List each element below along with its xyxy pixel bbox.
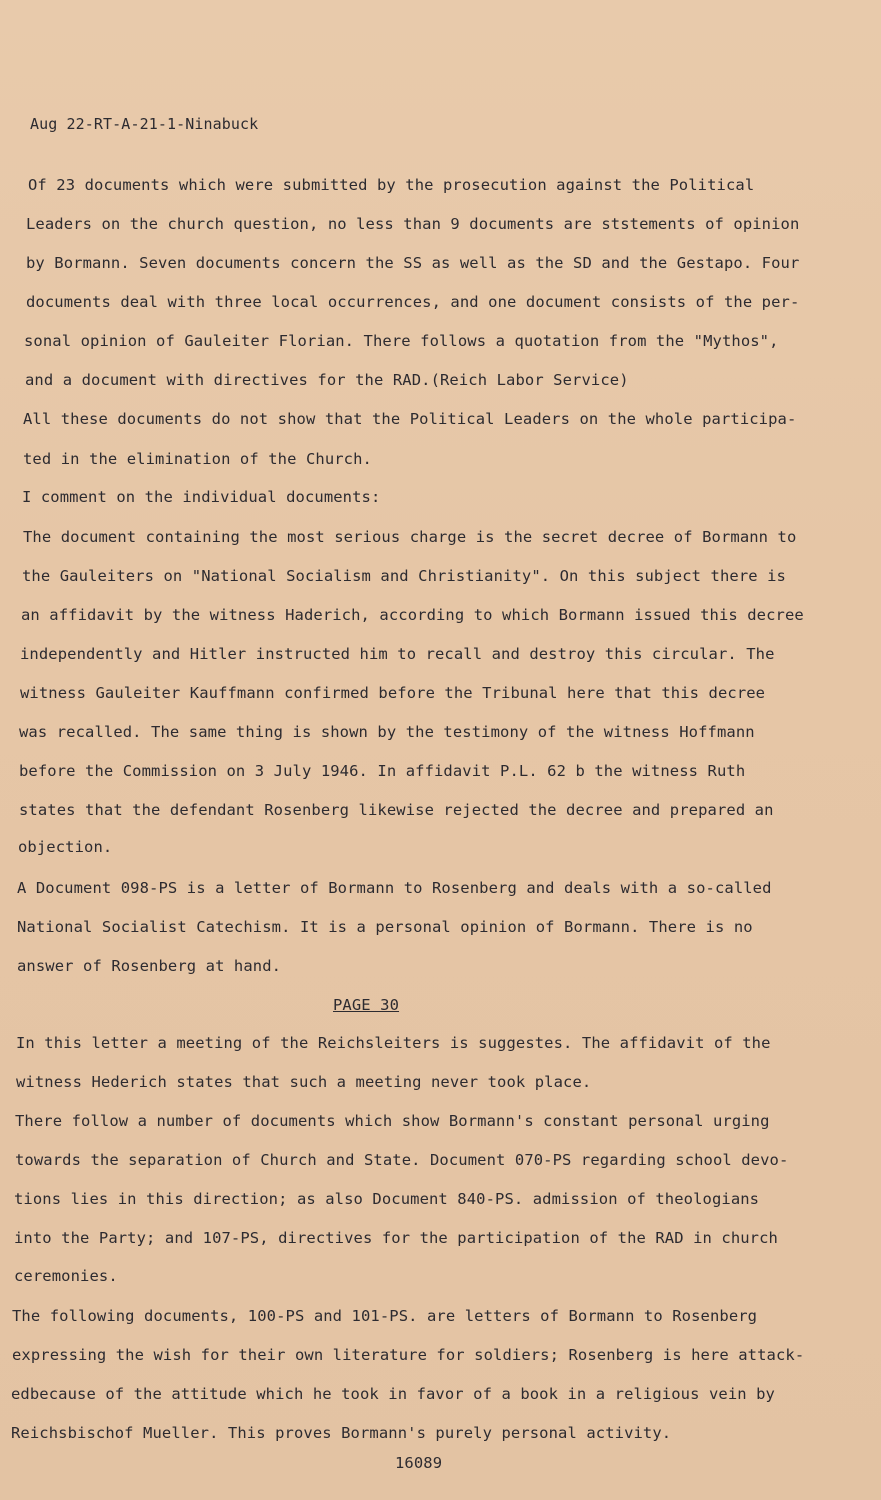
text-line: states that the defendant Rosenberg likewise rejected the decree and prepared an [19, 801, 774, 819]
text-line: Of 23 documents which were submitted by the prosecution against the Political [28, 176, 755, 194]
text-line: expressing the wish for their own literature for soldiers; Rosenberg is here attack- [12, 1346, 805, 1364]
text-line: I comment on the individual documents: [22, 488, 381, 506]
text-line: before the Commission on 3 July 1946. In affidavit P.L. 62 b the witness Ruth [19, 762, 746, 780]
text-line: by Bormann. Seven documents concern the SS as well as the SD and the Gestapo. Four [26, 254, 800, 272]
text-line: towards the separation of Church and State. Document 070-PS regarding school devo- [15, 1151, 789, 1169]
text-line: National Socialist Catechism. It is a personal opinion of Bormann. There is no [17, 918, 753, 936]
text-line: edbecause of the attitude which he took in favor of a book in a religious vein by [11, 1385, 775, 1403]
text-line: There follow a number of documents which show Bormann's constant personal urging [15, 1112, 770, 1130]
text-line: ceremonies. [14, 1267, 118, 1285]
text-line: into the Party; and 107-PS, directives for the participation of the RAD in church [14, 1229, 778, 1247]
text-line: witness Hederich states that such a meeting never took place. [16, 1073, 592, 1091]
page-heading: PAGE 30 [333, 996, 400, 1014]
text-line: and a document with directives for the RAD.(Reich Labor Service) [25, 371, 629, 389]
text-line: objection. [18, 838, 113, 856]
text-line: independently and Hitler instructed him to recall and destroy this circular. The [20, 645, 775, 663]
text-line: tions lies in this direction; as also Document 840-PS. admission of theologians [14, 1190, 760, 1208]
document-reference: Aug 22-RT-A-21-1-Ninabuck [30, 115, 259, 133]
text-line: witness Gauleiter Kauffmann confirmed before the Tribunal here that this decree [20, 684, 766, 702]
text-line: The following documents, 100-PS and 101-PS. are letters of Bormann to Rosenberg [12, 1307, 758, 1325]
text-line: documents deal with three local occurrences, and one document consists of the per- [26, 293, 800, 311]
text-line: was recalled. The same thing is shown by the testimony of the witness Hoffmann [19, 723, 755, 741]
text-line: All these documents do not show that the Political Leaders on the whole participa- [23, 410, 797, 428]
text-line: The document containing the most serious charge is the secret decree of Bormann to [23, 528, 797, 546]
text-line: answer of Rosenberg at hand. [17, 957, 282, 975]
text-line: Reichsbischof Mueller. This proves Bormann's purely personal activity. [11, 1424, 672, 1442]
text-line: the Gauleiters on "National Socialism and Christianity". On this subject there is [22, 567, 786, 585]
text-line: A Document 098-PS is a letter of Bormann to Rosenberg and deals with a so-called [17, 879, 772, 897]
text-line: sonal opinion of Gauleiter Florian. There follows a quotation from the "Mythos", [24, 332, 779, 350]
page-number: 16089 [395, 1454, 443, 1472]
text-line: In this letter a meeting of the Reichsleiters is suggestes. The affidavit of the [16, 1034, 771, 1052]
text-line: an affidavit by the witness Haderich, according to which Bormann issued this decree [21, 606, 804, 624]
text-line: Leaders on the church question, no less than 9 documents are ststements of opinion [26, 215, 800, 233]
text-line: ted in the elimination of the Church. [23, 450, 372, 468]
